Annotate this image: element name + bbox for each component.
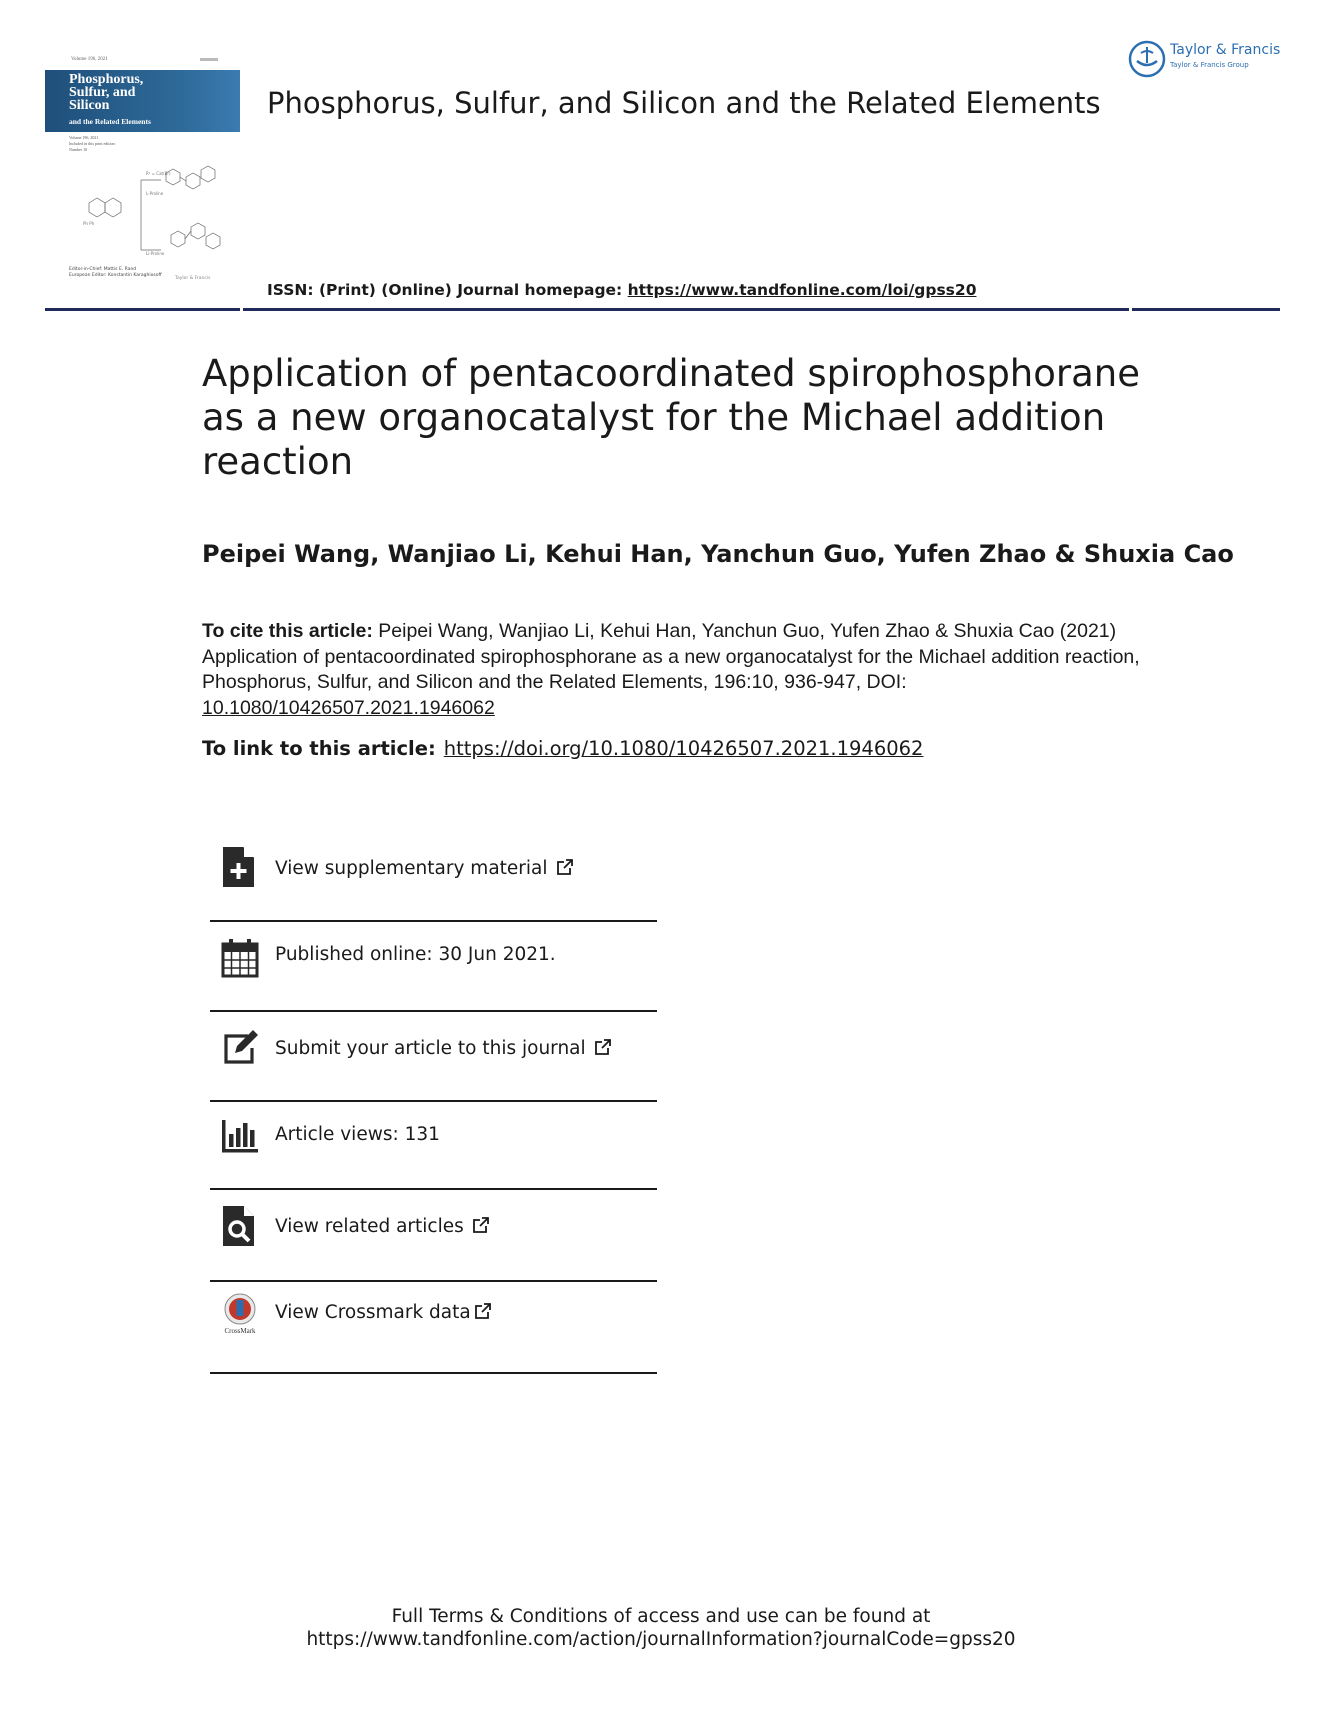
cover-title-line: Silicon	[69, 98, 110, 113]
cover-title-line: Phosphorus,	[69, 72, 144, 87]
svg-text:Li-Proline: Li-Proline	[146, 251, 165, 256]
action-label: Article views: 131	[275, 1124, 440, 1145]
link-label: To link to this article:	[202, 737, 436, 760]
article-title: Application of pentacoordinated spirophosphorane as a new organocatalyst for the Michael addition reaction	[202, 352, 1140, 483]
action-label[interactable]	[275, 1216, 490, 1237]
file-plus-icon	[220, 845, 260, 889]
action-view-crossmark[interactable]	[210, 1282, 657, 1372]
cover-subtitle: and the Related Elements	[69, 117, 151, 126]
citation-block	[202, 619, 1142, 721]
publisher-name: Taylor & Francis	[1170, 42, 1281, 58]
action-view-related-articles[interactable]	[210, 1190, 657, 1280]
cover-stamp	[200, 58, 218, 61]
journal-cover-thumbnail[interactable]	[45, 55, 240, 305]
action-submit-article[interactable]	[210, 1012, 657, 1100]
journal-title: Phosphorus, Sulfur, and Silicon and the Related Elements	[267, 86, 1101, 120]
cover-title-line: Sulfur, and	[69, 85, 136, 100]
header-divider	[45, 308, 240, 311]
action-label-text: Submit your article to this journal	[275, 1038, 586, 1059]
terms-footer	[0, 1605, 1322, 1651]
header-divider	[1132, 308, 1280, 311]
footer-line: Full Terms & Conditions of access and use can be found at	[391, 1606, 931, 1627]
action-label[interactable]	[275, 1302, 492, 1323]
publisher-group: Taylor & Francis Group	[1170, 61, 1249, 69]
edit-icon	[220, 1026, 260, 1070]
action-article-views	[210, 1102, 657, 1188]
svg-text:R¹ = Cat(Br): R¹ = Cat(Br)	[146, 171, 171, 176]
cover-small-text: Volume 196, 2021	[69, 135, 99, 140]
article-doi-link[interactable]: https://doi.org/10.1080/10426507.2021.1946062	[443, 737, 924, 760]
external-link-icon	[472, 1216, 490, 1234]
action-label-text: View Crossmark data	[275, 1302, 471, 1323]
external-link-icon	[474, 1302, 492, 1320]
cover-chemical-structure-image	[71, 165, 231, 260]
cover-title	[69, 73, 143, 112]
action-published-online	[210, 922, 657, 1010]
issn-text: ISSN: (Print) (Online) Journal homepage:	[267, 281, 628, 299]
action-label-text: View supplementary material	[275, 858, 548, 879]
cite-label: To cite this article:	[202, 620, 373, 642]
bar-chart-icon	[220, 1114, 260, 1158]
header-divider	[243, 308, 1129, 311]
action-divider	[210, 1372, 657, 1374]
footer-terms-link[interactable]: https://www.tandfonline.com/action/journalInformation?journalCode=gpss20	[306, 1629, 1016, 1650]
cite-doi-link[interactable]: 10.1080/10426507.2021.1946062	[202, 696, 495, 719]
crossmark-icon	[220, 1292, 260, 1336]
external-link-icon	[556, 858, 574, 876]
cover-editors	[69, 267, 162, 279]
search-document-icon	[220, 1204, 260, 1248]
cover-small-text: Number 10	[69, 147, 88, 152]
external-link-icon	[594, 1038, 612, 1056]
article-link-line	[202, 737, 923, 760]
cover-small-text: Included in this print edition:	[69, 141, 116, 146]
issn-line	[267, 281, 976, 299]
calendar-icon	[220, 936, 260, 980]
action-label-text: View related articles	[275, 1216, 464, 1237]
cover-editor-line: European Editor: Konstantin Karaghiosoff	[69, 273, 162, 278]
action-label[interactable]	[275, 858, 574, 879]
journal-homepage-link[interactable]: https://www.tandfonline.com/loi/gpss20	[627, 281, 977, 299]
action-label[interactable]	[275, 1038, 612, 1059]
article-authors: Peipei Wang, Wanjiao Li, Kehui Han, Yanchun Guo, Yufen Zhao & Shuxia Cao	[202, 540, 1234, 568]
svg-text:L-Proline: L-Proline	[146, 191, 164, 196]
crossmark-badge-text: CrossMark	[224, 1327, 256, 1335]
action-view-supplementary[interactable]	[210, 840, 657, 920]
cover-volume-line: Volume 196, 2021	[71, 57, 108, 62]
taylor-francis-logo-icon	[1127, 39, 1167, 79]
cite-text: Peipei Wang, Wanjiao Li, Kehui Han, Yanchun Guo, Yufen Zhao & Shuxia Cao (2021) Application of pentacoordinated spirophosphorane as a new organocatalyst for the Michael addition reaction, Phosphorus, Sulfur, and Silicon and the Related Elements, 196:10, 936-947, DOI:	[202, 620, 1140, 693]
cover-editor-line: Editor-in-Chief: Mattis E. Rand	[69, 267, 137, 272]
cover-publisher-mark: Taylor & Francis	[175, 276, 211, 281]
svg-text:Ph Ph: Ph Ph	[83, 221, 95, 226]
action-label: Published online: 30 Jun 2021.	[275, 944, 556, 965]
